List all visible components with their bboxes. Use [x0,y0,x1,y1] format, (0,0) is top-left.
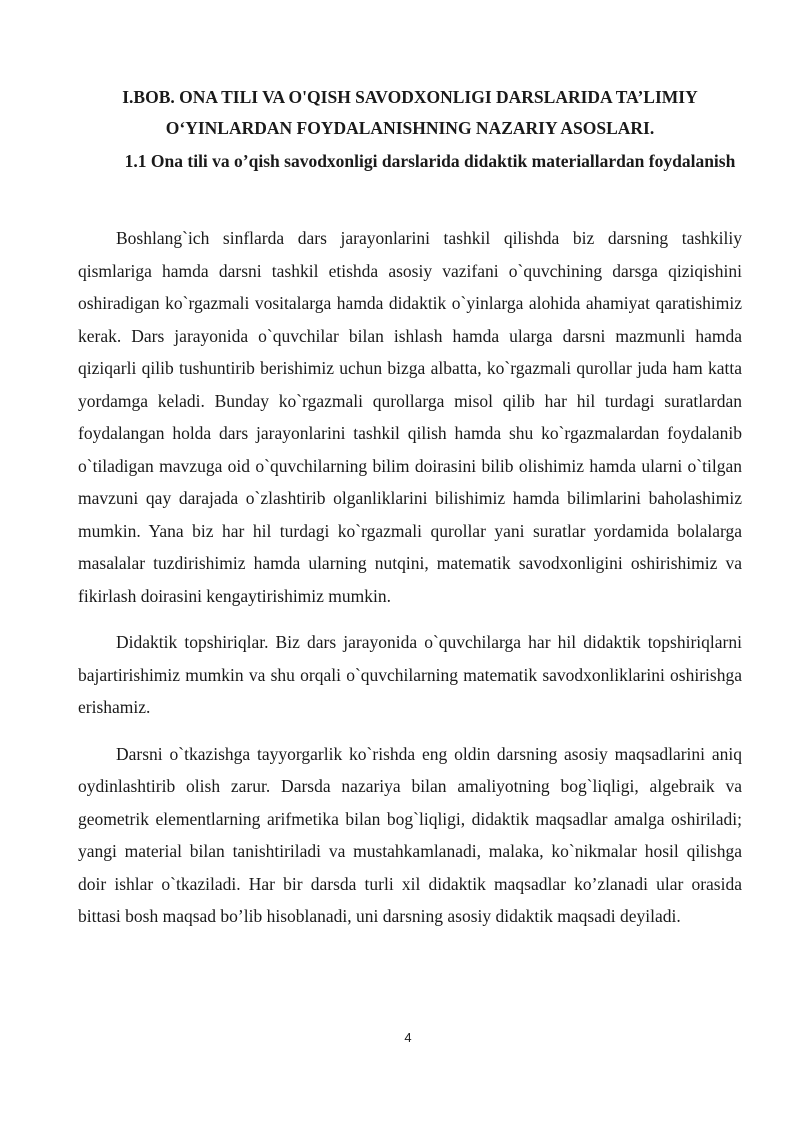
page-number: 4 [404,1030,412,1045]
chapter-title: I.BOB. ONA TILI VA O'QISH SAVODXONLIGI DARSLARIDA TA’LIMIY O‘YINLARDAN FOYDALANISHNING NAZARIY ASOSLARI. [122,87,698,138]
paragraph-1: Boshlang`ich sinflarda dars jarayonlarini tashkil qilishda biz darsning tashkiliy qismlariga hamda darsni tashkil etishda asosiy vazifani o`quvchining darsga qiziqishini oshiradigan ko`rgazmali vositalarga hamda didaktik o`yinlarga alohida ahamiyat qaratishimiz kerak. Dars jarayonida o`quvchilar bilan ishlash hamda ularga darsni mazmunli hamda qiziqarli qilib tushuntirib berishimiz uchun bizga albatta, ko`rgazmali qurollar juda ham katta yordamga keladi. Bunday ko`rgazmali qurollarga misol qilib har hil turdagi suratlardan foydalangan holda dars jarayonlarini tashkil qilish hamda shu ko`rgazmalardan foydalanib o`tiladigan mavzuga oid o`quvchilarning bilim doirasini bilib olishimiz hamda ularni o`tilgan mavzuni qay darajada o`zlashtirib olganliklarini bilishimiz hamda bilimlarini baholashimiz mumkin. Yana biz har hil turdagi ko`rgazmali qurollar yani suratlar yordamida bolalarga masalalar tuzdirishimiz hamda ularning nutqini, matematik savodxonligini oshirishimiz va fikirlash doirasini kengaytirishimiz mumkin. [78,228,742,606]
paragraph-3: Darsni o`tkazishga tayyorgarlik ko`rishda eng oldin darsning asosiy maqsadlarini aniq oydinlashtirib olish zarur. Darsda nazariya bilan amaliyotning bog`liqligi, algebraik va geometrik elementlarning arifmetika bilan bog`liqligi, didaktik maqsadlar amalga oshiriladi; yangi material bilan tanishtiriladi va mustahkamlanadi, malaka, ko`nikmalar hosil qilishga doir ishlar o`tkaziladi. Har bir darsda turli xil didaktik maqsadlar ko’zlanadi ular orasida bittasi bosh maqsad bo’lib hisoblanadi, uni darsning asosiy didaktik maqsadi deyiladi. [78,743,742,926]
body-text [78,222,742,947]
section-title: 1.1 Ona tili va o’qish savodxonligi darslarida didaktik materiallardan foydalanish [124,151,736,171]
paragraph-2: Didaktik topshiriqlar. Biz dars jarayonida o`quvchilarga har hil didaktik topshiriqlarni bajartirishimiz mumkin va shu orqali o`quvchilarning matematik savodxonliklarini oshirishga erishamiz. [78,632,742,717]
